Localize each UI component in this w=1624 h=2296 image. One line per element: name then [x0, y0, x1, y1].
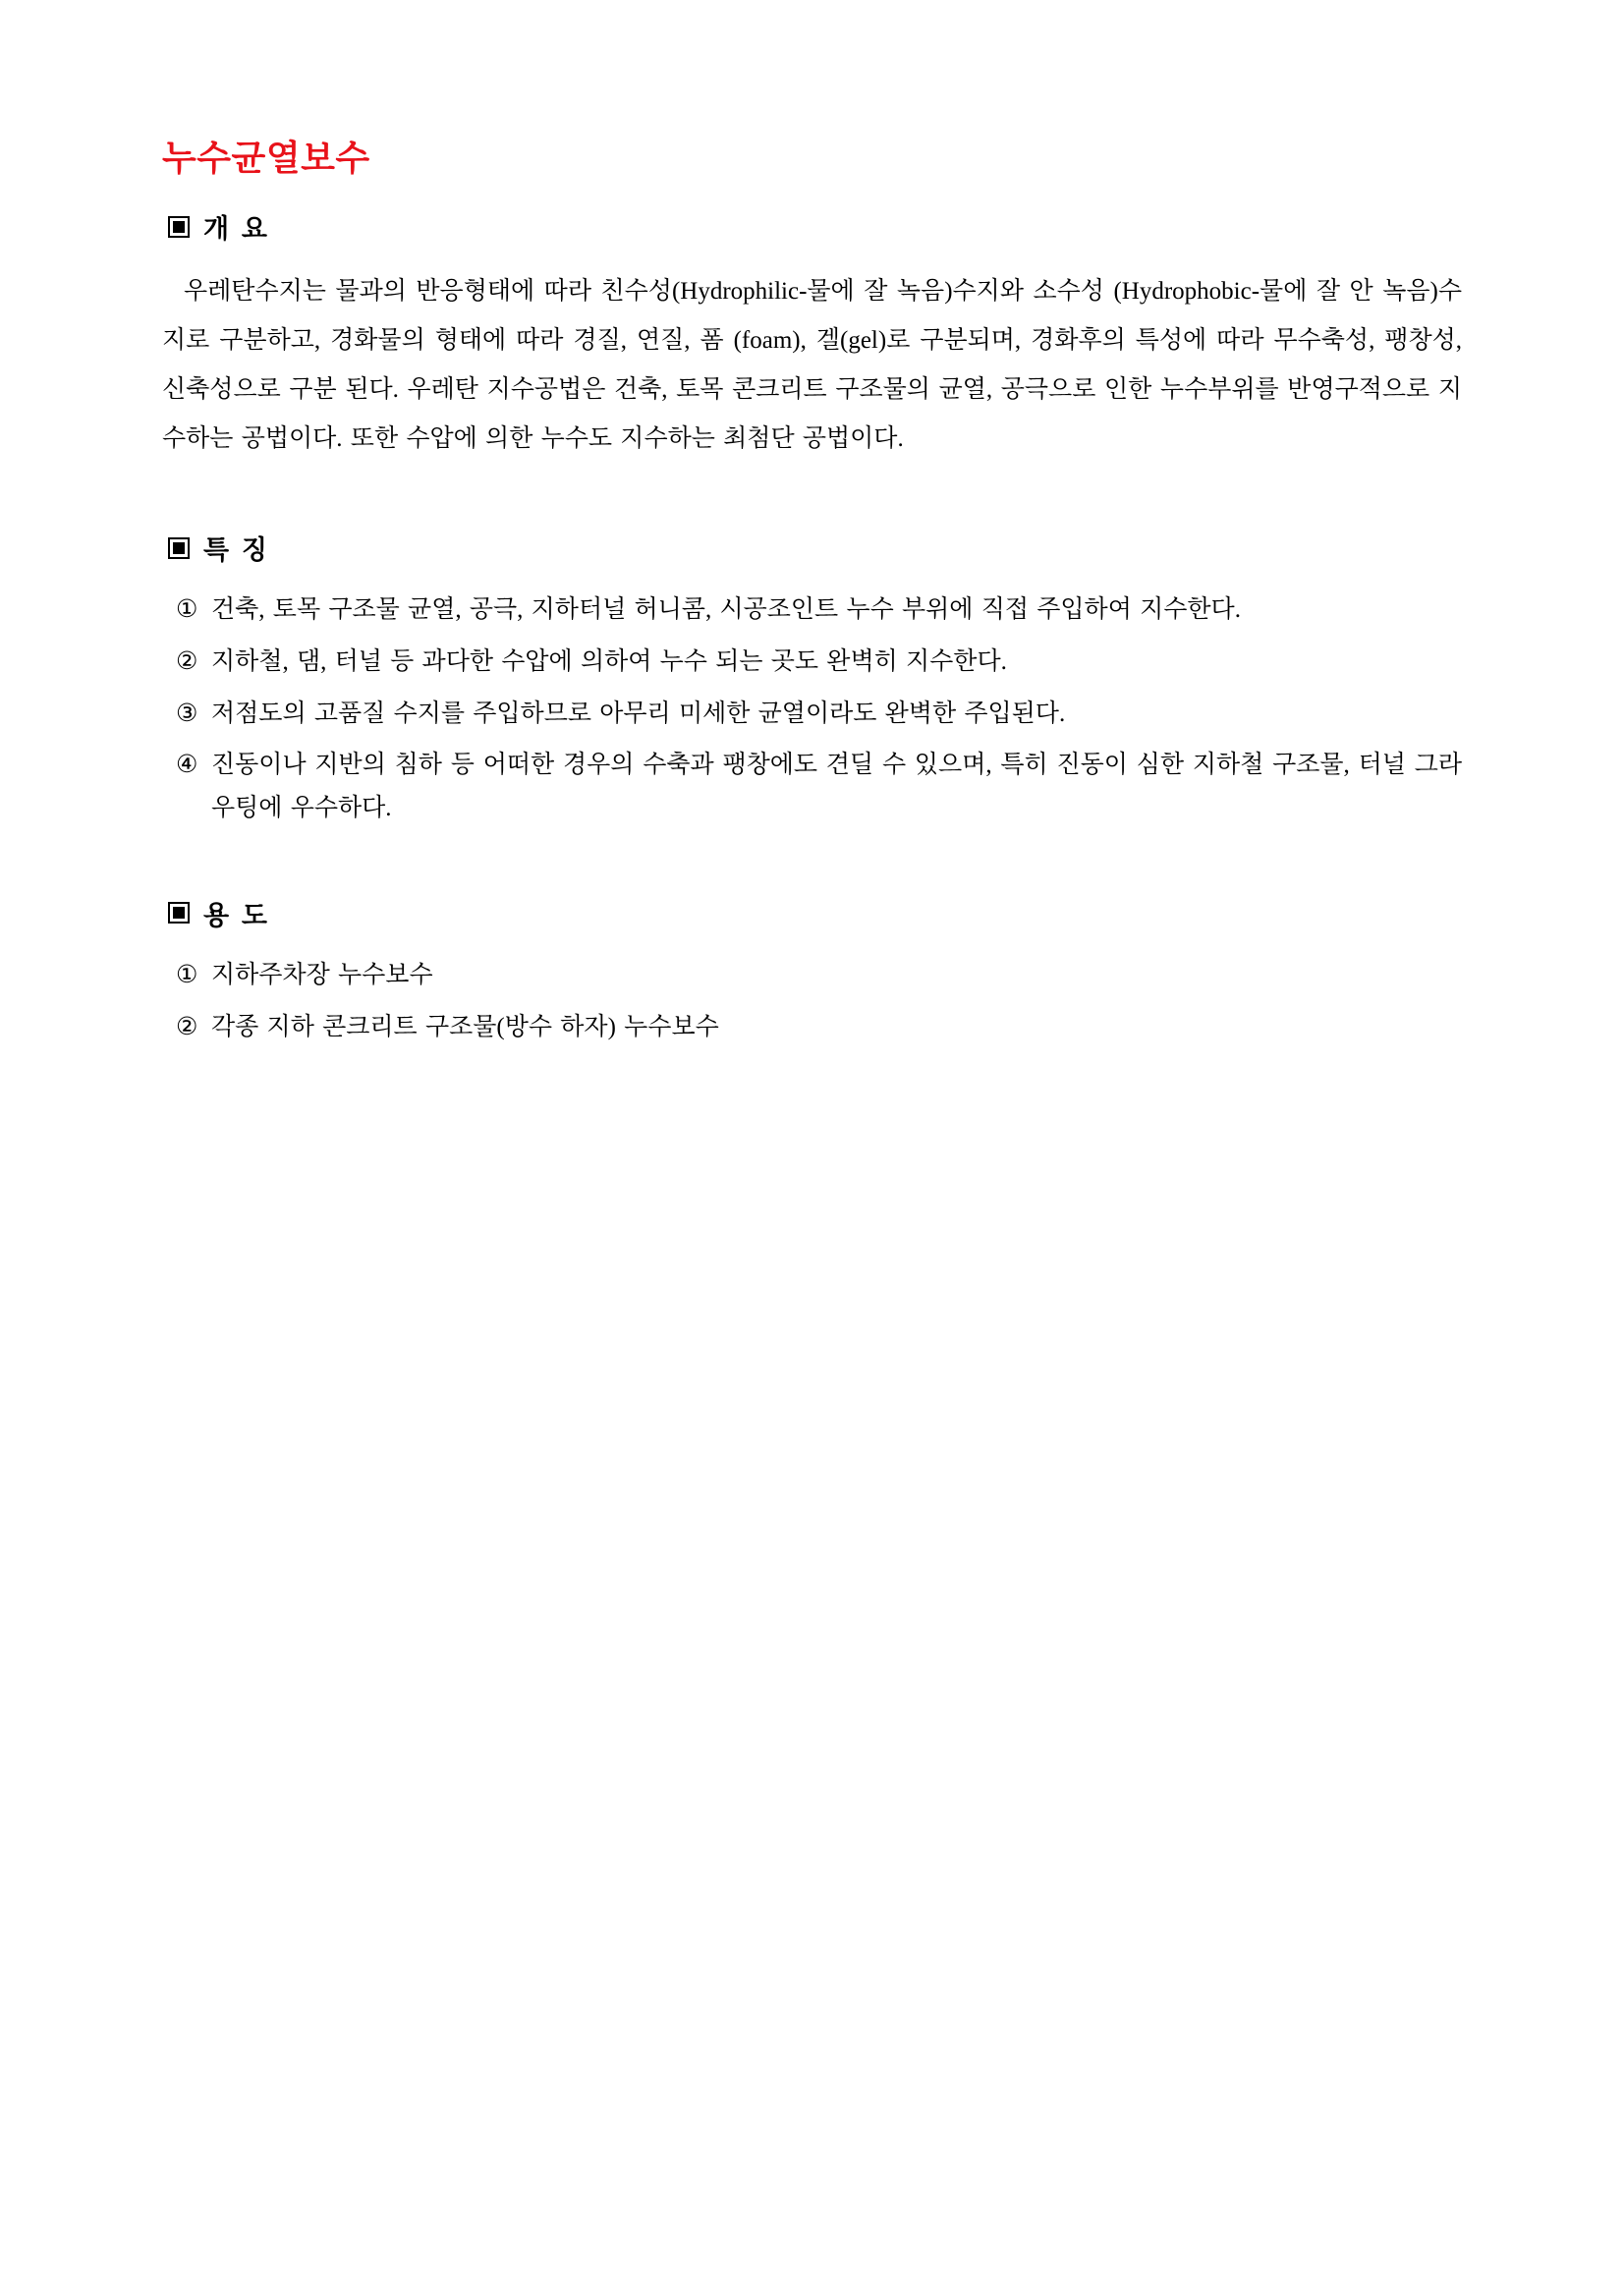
usage-list — [162, 954, 1462, 1049]
list-item — [162, 954, 1462, 997]
filled-square-icon — [168, 902, 190, 924]
list-item — [162, 693, 1462, 736]
list-item — [162, 1006, 1462, 1049]
list-item — [162, 588, 1462, 632]
list-item — [162, 641, 1462, 684]
section-heading-label: 용 도 — [203, 900, 270, 930]
list-item-text: 각종 지하 콘크리트 구조물(방수 하자) 누수보수 — [211, 1013, 719, 1040]
section-heading-features — [168, 529, 1462, 567]
list-marker: ② — [176, 1013, 198, 1040]
list-marker: ② — [176, 647, 198, 675]
filled-square-icon — [168, 216, 190, 238]
list-item-text: 진동이나 지반의 침하 등 어떠한 경우의 수축과 팽창에도 견딜 수 있으며, 특히 진동이 심한 지하철 구조물, 터널 그라우팅에 우수하다. — [211, 752, 1462, 822]
list-marker: ① — [176, 596, 198, 624]
list-item-text: 저점도의 고품질 수지를 주입하므로 아무리 미세한 균열이라도 완벽한 주입된다. — [211, 700, 1066, 727]
paragraph: 우레탄수지는 물과의 반응형태에 따라 친수성(Hydrophilic-물에 잘 녹음)수지와 소수성 (Hydrophobic-물에 잘 안 녹음)수지로 구분하고, 경화물의 형태에 따라 경질, 연질, 폼 (foam), 겔(gel)로 구분되며, 경화후의 특성에 따라 무수축성, 팽창성, 신축성으로 구분 된다. 우레탄 지수공법은 건축, 토목 콘크리트 구조물의 균열, 공극으로 인한 누수부위를 반영구적으로 지수하는 공법이다. 또한 수압에 의한 누수도 지수하는 최첨단 공법이다. — [162, 278, 1462, 453]
list-marker: ① — [176, 961, 198, 988]
section-heading-overview — [168, 207, 1462, 246]
list-item-text: 지하철, 댐, 터널 등 과다한 수압에 의하여 누수 되는 곳도 완벽히 지수한다. — [211, 647, 1007, 675]
section-heading-label: 개 요 — [203, 214, 270, 245]
filled-square-icon — [168, 537, 190, 559]
spacer — [162, 839, 1462, 894]
features-list — [162, 588, 1462, 830]
section-overview — [162, 207, 1462, 464]
list-item-text: 지하주차장 누수보수 — [211, 961, 433, 988]
spacer — [162, 474, 1462, 529]
list-item — [162, 744, 1462, 830]
section-usage — [162, 894, 1462, 1049]
section-features — [162, 529, 1462, 830]
list-item-text: 건축, 토목 구조물 균열, 공극, 지하터널 허니콤, 시공조인트 누수 부위에 직접 주입하여 지수한다. — [211, 596, 1241, 624]
list-marker: ③ — [176, 700, 198, 727]
list-marker: ④ — [176, 752, 198, 779]
section-heading-label: 특 징 — [203, 535, 270, 566]
page-title: 누수균열보수 — [162, 139, 370, 178]
section-heading-usage — [168, 894, 1462, 932]
